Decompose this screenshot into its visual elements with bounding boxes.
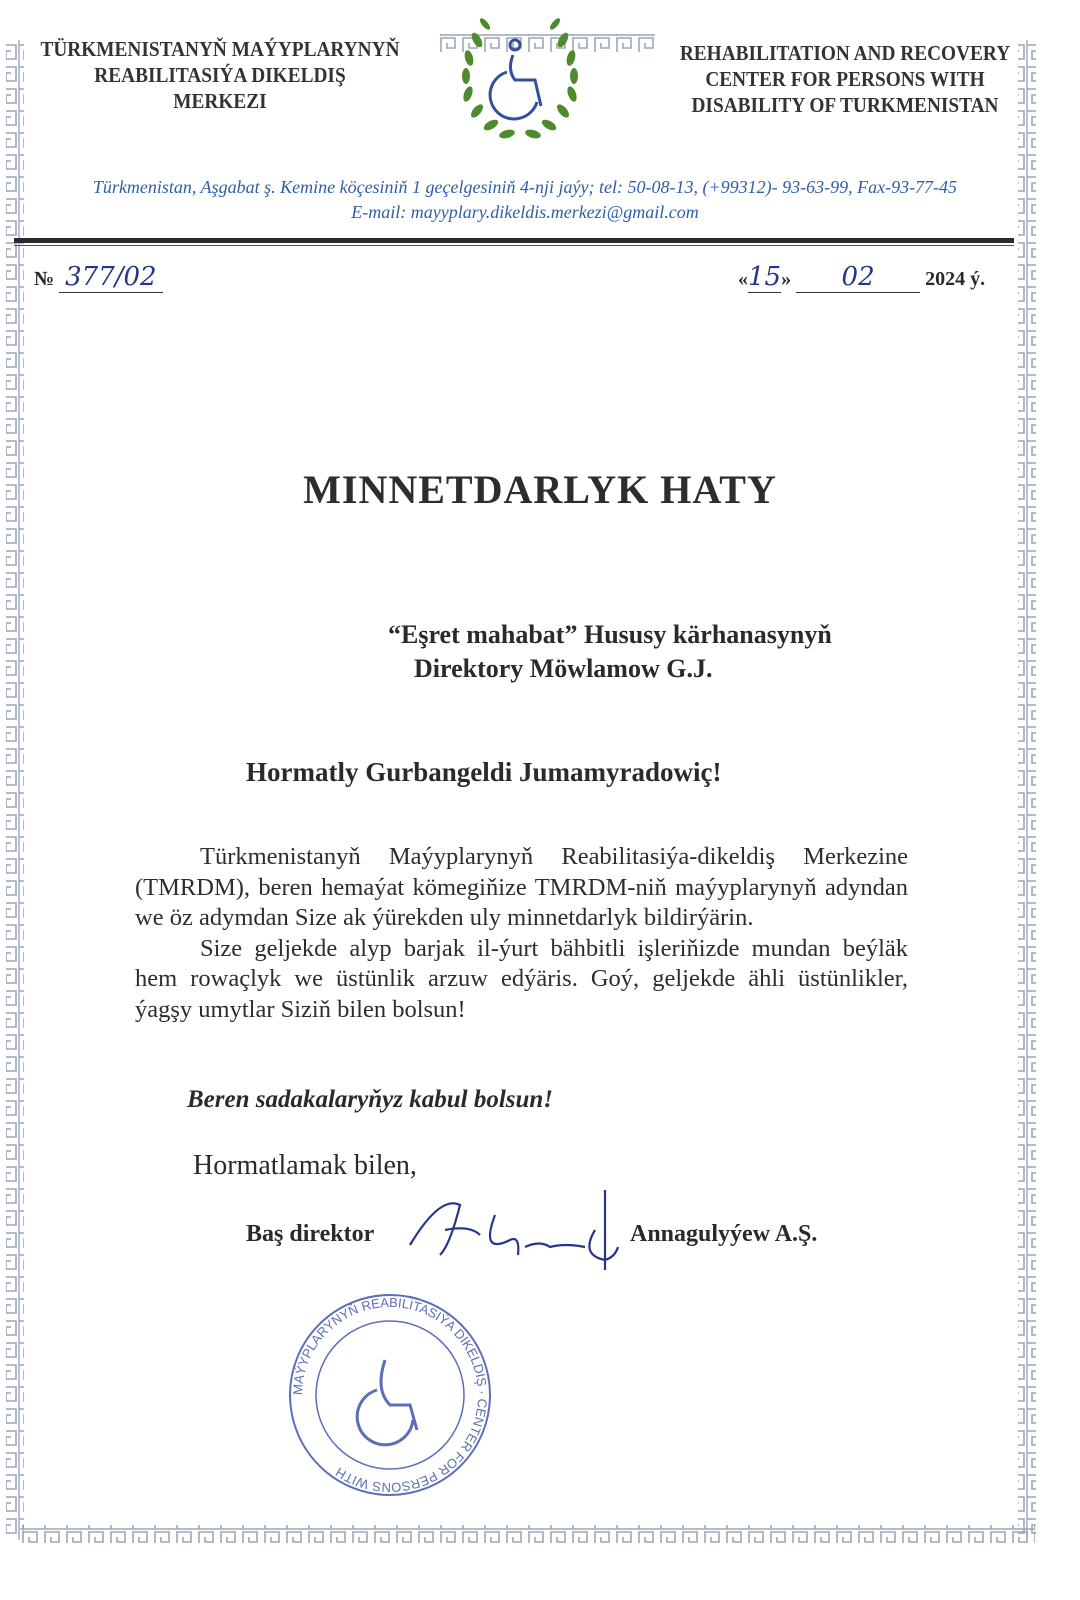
official-stamp [285, 1290, 495, 1500]
stamp-text: MAÝYPLARYNYŇ REABILITASIÝA DIKELDIŞ · CENTER FOR PERSONS WITH [289, 1294, 491, 1496]
date-quote: « [738, 268, 748, 290]
number-label: № [34, 268, 55, 290]
date-day: 15 [748, 262, 782, 292]
signature [400, 1185, 620, 1275]
date-quote: » [781, 268, 792, 290]
header-left-line: TÜRKMENISTANYŇ MAÝYPLARYNYŇ [40, 37, 400, 61]
number-value: 377/02 [59, 262, 162, 293]
logo-wheelchair-laurel-icon [455, 10, 585, 150]
document-title: MINNETDARLYK HATY [303, 467, 777, 512]
header-left [18, 36, 423, 114]
closing-italic: Beren sadakalaryňyz kabul bolsun! [187, 1086, 554, 1113]
header-right-line: CENTER FOR PERSONS WITH [705, 67, 985, 91]
header-right [656, 40, 1033, 118]
header-right-line: REHABILITATION AND RECOVERY [679, 41, 1011, 65]
date-year: 2024 ý. [925, 268, 986, 290]
closing: Hormatlamak bilen, [193, 1150, 417, 1181]
reference-number [34, 262, 163, 293]
paragraph: Size geljekde alyp barjak il-ýurt bähbitli işleriňizde mundan beýläk hem rowaçlyk we üstünlik arzuw edýäris. Goý, geljekde ähli üstünlikler, ýagşy umytlar Siziň bilen bolsun! [135, 934, 908, 1023]
recipient [388, 618, 832, 686]
letter-body [135, 842, 908, 1025]
header-divider [14, 238, 1014, 243]
recipient-line: “Eşret mahabat” Hususy kärhanasynyň [388, 620, 832, 649]
header-left-line: REABILITASIÝA DIKELDIŞ [94, 63, 346, 87]
header-left-line: MERKEZI [173, 89, 267, 113]
signatory-name: Annagulyýew A.Ş. [630, 1221, 818, 1247]
header-divider-thin [14, 245, 1014, 246]
greeting: Hormatly Gurbangeldi Jumamyradowiç! [246, 757, 722, 787]
recipient-line: Direktory Möwlamow G.J. [414, 654, 713, 683]
date-month: 02 [796, 262, 920, 293]
header-right-line: DISABILITY OF TURKMENISTAN [691, 93, 999, 117]
reference-date [738, 262, 985, 293]
email: E-mail: mayyplary.dikeldis.merkezi@gmail.com [351, 202, 699, 222]
paragraph: Türkmenistanyň Maýyplarynyň Reabilitasiýa-dikeldiş Merkezine (TMRDM), beren hemaýat kömegiňize TMRDM-niň maýyplarynyň adyndan we öz adymdan Size ak ýürekden uly minnetdarlyk bildirýärin. [135, 843, 908, 931]
address: Türkmenistan, Aşgabat ş. Kemine köçesiniň 1 geçelgesiniň 4-nji jaýy; tel: 50-08-13, (+99312)- 93-63-99, Fax-93-77-45 [92, 177, 958, 197]
signatory-title: Baş direktor [246, 1221, 375, 1247]
